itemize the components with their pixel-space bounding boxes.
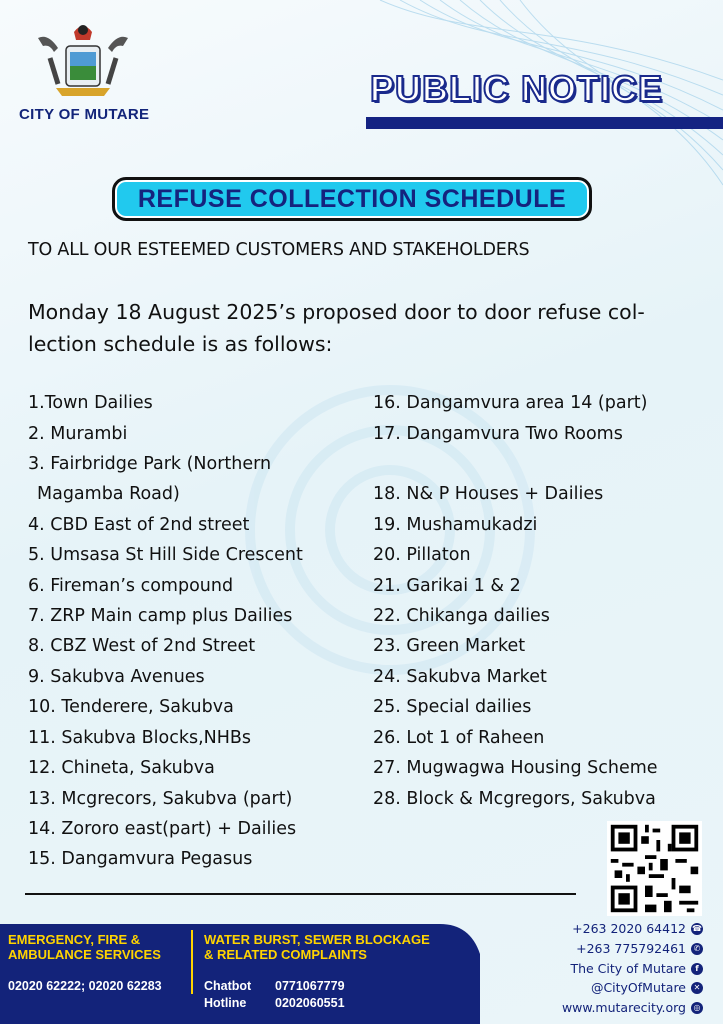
phone-icon: ☎ <box>692 923 702 933</box>
chatbot-label: Chatbot <box>204 979 252 993</box>
facebook-icon: f <box>691 963 703 975</box>
city-coat-of-arms-logo <box>28 18 138 108</box>
intro-line-2: lection schedule is as follows: <box>28 332 333 356</box>
x-icon: ✕ <box>691 982 703 994</box>
emergency-heading-line-2: AMBULANCE SERVICES <box>8 947 161 962</box>
emergency-heading <box>8 932 161 962</box>
contact-whatsapp[interactable] <box>576 941 703 956</box>
footer-column-divider <box>191 930 193 994</box>
contact-whatsapp-text: +263 775792461 <box>576 941 686 956</box>
emergency-heading-line-1: EMERGENCY, FIRE & <box>8 932 141 947</box>
list-item: 25. Special dailies <box>373 697 532 717</box>
list-item: 18. N& P Houses + Dailies <box>373 484 604 504</box>
emergency-numbers: 02020 62222; 02020 62283 <box>8 979 162 993</box>
intro-paragraph <box>28 296 700 360</box>
water-heading-line-1: WATER BURST, SEWER BLOCKAGE <box>204 932 430 947</box>
chatbot-number: 0771067779 <box>275 979 345 993</box>
list-item: 2. Murambi <box>28 424 128 444</box>
contact-facebook[interactable] <box>570 961 703 976</box>
list-item: 23. Green Market <box>373 636 526 656</box>
list-item: 24. Sakubva Market <box>373 667 547 687</box>
schedule-title-banner <box>112 177 592 221</box>
contact-website[interactable] <box>562 1000 703 1015</box>
hotline-label: Hotline <box>204 996 247 1010</box>
list-item: 22. Chikanga dailies <box>373 606 550 626</box>
list-item: 17. Dangamvura Two Rooms <box>373 424 623 444</box>
contact-x[interactable] <box>591 980 703 995</box>
water-heading <box>204 932 430 962</box>
list-item: 14. Zororo east(part) + Dailies <box>28 819 297 839</box>
list-item: 7. ZRP Main camp plus Dailies <box>28 606 293 626</box>
list-item: 26. Lot 1 of Raheen <box>373 728 545 748</box>
contact-facebook-text: The City of Mutare <box>570 961 686 976</box>
list-item: 3. Fairbridge Park (Northern <box>28 454 272 474</box>
list-item: 4. CBD East of 2nd street <box>28 515 250 535</box>
public-notice-title: PUBLIC NOTICE <box>370 68 664 109</box>
schedule-title: REFUSE COLLECTION SCHEDULE <box>137 184 567 213</box>
greeting-line: TO ALL OUR ESTEEMED CUSTOMERS AND STAKEHOLDERS <box>28 240 530 260</box>
contact-x-text: @CityOfMutare <box>590 980 686 995</box>
list-item: 5. Umsasa St Hill Side Crescent <box>28 545 303 565</box>
whatsapp-icon: ✆ <box>691 943 703 955</box>
list-item: 10. Tenderere, Sakubva <box>28 697 234 717</box>
water-heading-line-2: & RELATED COMPLAINTS <box>204 947 367 962</box>
city-name: CITY OF MUTARE <box>19 106 150 123</box>
contact-website-text: www.mutarecity.org <box>561 1000 686 1015</box>
list-item: 27. Mugwagwa Housing Scheme <box>373 758 658 778</box>
list-item: 6. Fireman’s compound <box>28 576 234 596</box>
list-item: 28. Block & Mcgregors, Sakubva <box>373 789 656 809</box>
list-item: 16. Dangamvura area 14 (part) <box>373 393 648 413</box>
list-item: 21. Garikai 1 & 2 <box>373 576 521 596</box>
list-item: 8. CBZ West of 2nd Street <box>28 636 256 656</box>
notice-underline-bar <box>366 117 723 129</box>
contact-phone[interactable] <box>572 921 703 936</box>
web-icon: ◎ <box>691 1002 703 1014</box>
contact-phone-text: +263 2020 64412 <box>572 921 686 936</box>
intro-line-1: Monday 18 August 2025’s proposed door to door refuse col- <box>28 300 645 324</box>
list-item: 11. Sakubva Blocks,NHBs <box>28 728 252 748</box>
list-item: Magamba Road) <box>37 484 180 504</box>
hotline-number: 0202060551 <box>275 996 345 1010</box>
list-item: 15. Dangamvura Pegasus <box>28 849 253 869</box>
list-item: 20. Pillaton <box>373 545 471 565</box>
qr-code[interactable] <box>607 821 702 916</box>
list-item: 19. Mushamukadzi <box>373 515 538 535</box>
list-item: 9. Sakubva Avenues <box>28 667 205 687</box>
list-item: 13. Mcgrecors, Sakubva (part) <box>28 789 293 809</box>
list-item: 12. Chineta, Sakubva <box>28 758 215 778</box>
footer-divider-line <box>25 893 576 895</box>
list-item: 1.Town Dailies <box>28 393 153 413</box>
